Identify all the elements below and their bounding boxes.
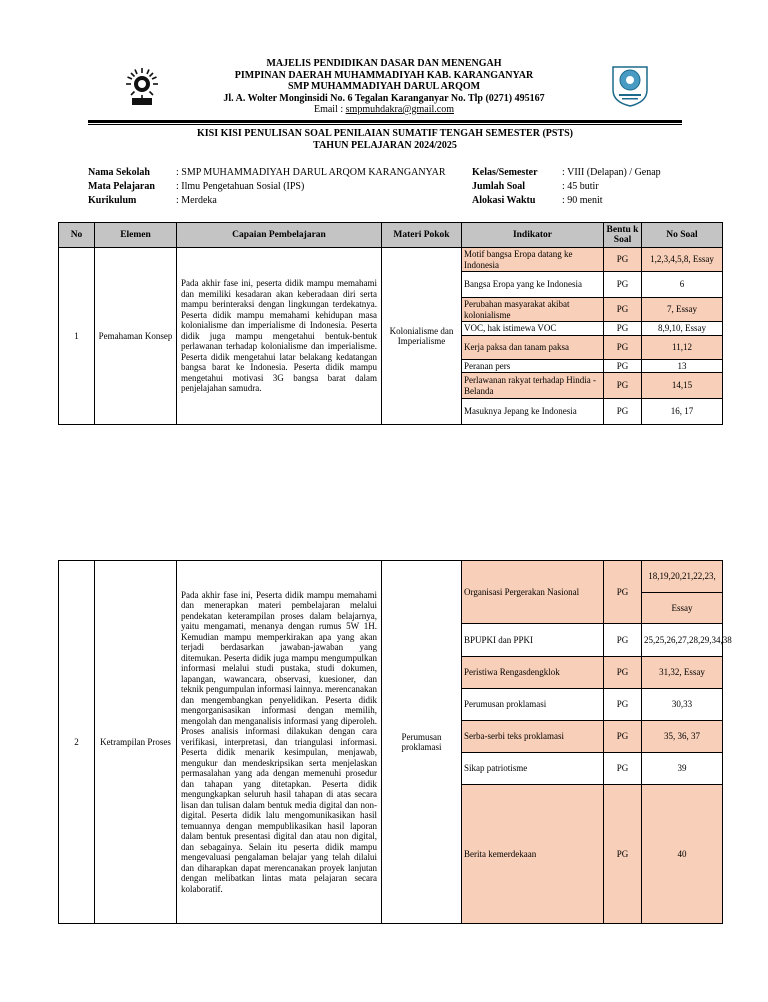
- indicator-cell: Sikap patriotisme: [462, 753, 604, 785]
- email-link[interactable]: smpmuhdakra@gmail.com: [345, 104, 455, 115]
- email-label: Email :: [313, 104, 346, 115]
- row-materi: Perumusan proklamasi: [382, 561, 462, 924]
- indicator-cell: VOC, hak istimewa VOC: [462, 322, 604, 336]
- question-no-cell: 16, 17: [642, 399, 723, 425]
- school-logo: [610, 64, 650, 108]
- question-no-cell: 13: [642, 359, 723, 373]
- header-address: Jl. A. Wolter Monginsidi No. 6 Tegalan Karanganyar No. Tlp (0271) 495167: [223, 92, 545, 104]
- form-cell: PG: [604, 359, 642, 373]
- info-key: Alokasi Waktu: [472, 195, 536, 206]
- info-value: : 45 butir: [562, 181, 599, 192]
- table-row: [59, 248, 723, 272]
- col-header-capaian: Capaian Pembelajaran: [177, 223, 382, 248]
- question-no-cell: 6: [642, 272, 723, 298]
- col-header-nosoal: No Soal: [642, 223, 723, 248]
- question-no-cell: 18,19,20,21,22,23,: [642, 561, 723, 593]
- form-cell: PG: [604, 335, 642, 359]
- question-no-cell: 40: [642, 785, 723, 924]
- letterhead: [88, 58, 680, 120]
- info-value: : Merdeka: [176, 195, 217, 206]
- info-value: : 90 menit: [562, 195, 603, 206]
- col-header-no: No: [59, 223, 95, 248]
- form-cell: PG: [604, 657, 642, 689]
- indicator-cell: Peristiwa Rengasdengklok: [462, 657, 604, 689]
- info-question-count: [472, 180, 661, 194]
- subtitle-line: TAHUN PELAJARAN 2024/2025: [313, 140, 457, 151]
- row-elemen: Pemahaman Konsep: [95, 248, 177, 425]
- info-key: Jumlah Soal: [472, 181, 526, 192]
- question-no-cell: 8,9,10, Essay: [642, 322, 723, 336]
- indicator-cell: Serba-serbi teks proklamasi: [462, 721, 604, 753]
- info-key: Kelas/Semester: [472, 167, 538, 178]
- blueprint-table-page-2: [58, 560, 732, 924]
- col-header-materi: Materi Pokok: [382, 223, 462, 248]
- info-right: [472, 166, 661, 208]
- question-no-cell: 7, Essay: [642, 298, 723, 322]
- row-number: 1: [59, 248, 95, 425]
- indicator-cell: BPUPKI dan PPKI: [462, 624, 604, 657]
- title-line: KISI KISI PENULISAN SOAL PENILAIAN SUMATIF TENGAH SEMESTER (PSTS): [196, 128, 573, 139]
- form-cell: PG: [604, 399, 642, 425]
- info-class: [472, 166, 661, 180]
- row-capaian: Pada akhir fase ini, Peserta didik mampu memahami dan menerapkan materi pembelajaran melalui pendekatan keterampilan proses dalam belajarnya, yaitu mengamati, menanya dengan rumus 5W 1H. Kemudian mampu memperkirakan apa yang akan terjadi berdasarkan jawaban-jawaban yang ditemukan. Peserta didik juga mampu mengumpulkan informasi melalui studi pustaka, studi dokumen, lapangan, wawancara, observasi, kuesioner, dan teknik pengumpulan informasi lainnya. merencanakan dan mengembangkan penyelidikan. Peserta didik mengorganisasikan informasi dengan memilih, mengolah dan menganalisis informasi yang diperoleh. Proses analisis informasi dilakukan dengan cara verifikasi, interpretasi, dan triangulasi informasi. Peserta didik menarik kesimpulan, menjawab, mengukur dan mendeskripsikan serta menjelaskan permasalahan yang ada dengan memenuhi prosedur dan tahapan yang ditetapkan. Peserta didik mengungkapkan seluruh hasil tahapan di atas secara lisan dan tulisan dalam bentuk media digital dan non-digital. Peserta didik lalu mengomunikasikan hasil temuannya dengan mempublikasikan hasil laporan dalam bentuk presentasi digital dan atau non digital, dan sebagainya. Selain itu peserta didik mampu mengevaluasi pengalaman belajar yang telah dilalui dan diharapkan dapat merencanakan proyek lanjutan dengan melibatkan lintas mata pelajaran secara kolaboratif.: [177, 561, 382, 924]
- info-left: [88, 166, 446, 208]
- col-header-indikator: Indikator: [462, 223, 604, 248]
- form-cell: PG: [604, 298, 642, 322]
- table-row: [59, 561, 723, 593]
- indicator-cell: Berita kemerdekaan: [462, 785, 604, 924]
- indicator-cell: Bangsa Eropa yang ke Indonesia: [462, 272, 604, 298]
- form-cell: PG: [604, 373, 642, 399]
- form-cell: PG: [604, 624, 642, 657]
- document-title: [88, 128, 682, 152]
- question-no-cell: 31,32, Essay: [642, 657, 723, 689]
- form-cell: PG: [604, 753, 642, 785]
- form-cell: PG: [604, 689, 642, 721]
- indicator-cell: Organisasi Pergerakan Nasional: [462, 561, 604, 624]
- question-no-cell: 1,2,3,4,5,8, Essay: [642, 248, 723, 272]
- form-cell: PG: [604, 561, 642, 624]
- col-header-bentuk: Bentu k Soal: [604, 223, 642, 248]
- col-header-elemen: Elemen: [95, 223, 177, 248]
- indicator-cell: Kerja paksa dan tanam paksa: [462, 335, 604, 359]
- table-header-row: [59, 223, 723, 248]
- form-cell: PG: [604, 248, 642, 272]
- question-no-cell: 30,33: [642, 689, 723, 721]
- blueprint-table-page-1: [58, 222, 723, 425]
- info-value: : VIII (Delapan) / Genap: [562, 167, 661, 178]
- question-no-cell: 39: [642, 753, 723, 785]
- info-value: : Ilmu Pengetahuan Sosial (IPS): [176, 181, 305, 192]
- info-subject: [88, 180, 446, 194]
- indicator-cell: Motif bangsa Eropa datang ke Indonesia: [462, 248, 604, 272]
- question-no-cell: 35, 36, 37: [642, 721, 723, 753]
- header-email-line: [88, 104, 680, 116]
- info-school: [88, 166, 446, 180]
- header-divider-thick: [88, 120, 682, 123]
- row-elemen: Ketrampilan Proses: [95, 561, 177, 924]
- question-no-cell-continued: Essay: [642, 593, 723, 624]
- indicator-cell: Peranan pers: [462, 359, 604, 373]
- indicator-cell: Perubahan masyarakat akibat kolonialisme: [462, 298, 604, 322]
- info-value: : SMP MUHAMMADIYAH DARUL ARQOM KARANGANYAR: [176, 167, 446, 178]
- form-cell: PG: [604, 785, 642, 924]
- question-no-cell: 14,15: [642, 373, 723, 399]
- form-cell: PG: [604, 322, 642, 336]
- form-cell: PG: [604, 272, 642, 298]
- header-line-2: PIMPINAN DAERAH MUHAMMADIYAH KAB. KARANGANYAR: [234, 69, 534, 81]
- indicator-cell: Masuknya Jepang ke Indonesia: [462, 399, 604, 425]
- question-no-cell: 25,25,26,27,28,29,34,38: [642, 624, 723, 657]
- info-key: Mata Pelajaran: [88, 181, 155, 192]
- row-materi: Kolonialisme dan Imperialisme: [382, 248, 462, 425]
- header-line-3: SMP MUHAMMADIYAH DARUL ARQOM: [287, 81, 481, 92]
- header-line-1: MAJELIS PENDIDIKAN DASAR DAN MENENGAH: [266, 58, 502, 69]
- info-key: Kurikulum: [88, 195, 137, 206]
- row-capaian: Pada akhir fase ini, peserta didik mampu memahami dan memiliki kesadaran akan keberadaan diri serta mampu berinteraksi dengan lingkungan terdekatnya. Peserta didik mampu memahami kehidupan masa kolonialisme dan imperialisme di Indonesia. Peserta didik juga mampu mengetahui bentuk-bentuk perlawanan terhadap kolonialisme dan imperialisme. Peserta didik mengetahui latar belakang kedatangan bangsa barat ke Indonesia. Peserta didik mampu mengetahui motivasi 3G bangsa barat dalam penjelajahan samudra.: [177, 248, 382, 425]
- info-curriculum: [88, 194, 446, 208]
- question-no-cell: 11,12: [642, 335, 723, 359]
- indicator-cell: Perlawanan rakyat terhadap Hindia - Belanda: [462, 373, 604, 399]
- header-divider-thin: [88, 124, 682, 125]
- info-key: Nama Sekolah: [88, 167, 150, 178]
- row-number: 2: [59, 561, 95, 924]
- form-cell: PG: [604, 721, 642, 753]
- info-time: [472, 194, 661, 208]
- indicator-cell: Perumusan proklamasi: [462, 689, 604, 721]
